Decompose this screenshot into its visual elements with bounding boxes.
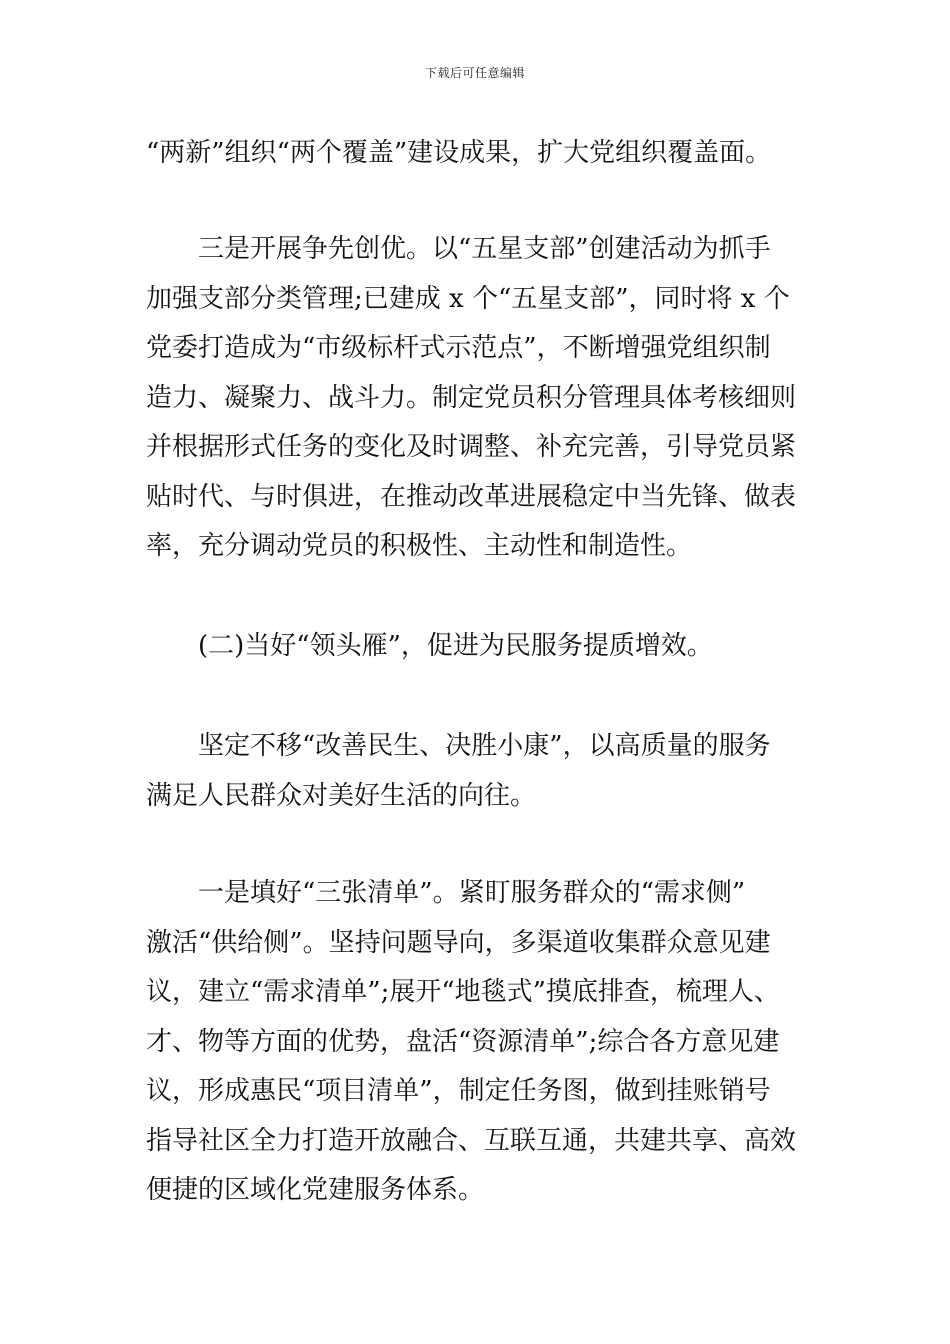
text-line: 一是填好“三张清单”。紧盯服务群众的“需求侧” [198, 878, 746, 908]
text-line: 议，形成惠民“项目清单”，制定任务图，做到挂账销号 [146, 1076, 771, 1106]
text-line: 便捷的区域化党建服务体系。 [146, 1175, 485, 1205]
text-line: (二)当好“领头雁”，促进为民服务提质增效。 [198, 631, 713, 661]
text-line: 加强支部分类管理;已建成 x 个“五星支部”，同时将 x 个 [146, 283, 790, 314]
text-line: 三是开展争先创优。以“五星支部”创建活动为抓手 [198, 234, 771, 264]
text-line: 议，建立“需求清单”;展开“地毯式”摸底排查，梳理人、 [146, 977, 780, 1007]
text-line: “两新”组织“两个覆盖”建设成果，扩大党组织覆盖面。 [146, 138, 772, 168]
text-line: 激活“供给侧”。坚持问题导向，多渠道收集群众意见建 [146, 927, 771, 958]
text-line: 满足人民群众对美好生活的向往。 [146, 780, 537, 811]
text-line: 贴时代、与时俱进，在推动改革进展稳定中当先锋、做表 [146, 481, 797, 512]
paragraph-three-excellence [146, 225, 816, 572]
header-note: 下载后可任意编辑 [424, 66, 525, 80]
section-heading [146, 622, 816, 672]
text-line: 指导社区全力打造开放融合、互联互通，共建共享、高效 [146, 1125, 797, 1156]
text-line: 率，充分调动党员的积极性、主动性和制造性。 [146, 531, 693, 561]
paragraph-three-lists [146, 869, 816, 1216]
text-line: 造力、凝聚力、战斗力。制定党员积分管理具体考核细则 [146, 382, 797, 413]
paragraph-continuation [146, 129, 816, 179]
text-line: 党委打造成为“市级标杆式示范点”，不断增强党组织制 [146, 333, 771, 363]
text-line: 并根据形式任务的变化及时调整、补充完善，引导党员紧 [146, 432, 797, 462]
text-line: 坚定不移“改善民生、决胜小康”，以高质量的服务 [198, 731, 771, 761]
paragraph-livelihood [146, 722, 816, 821]
text-line: 才、物等方面的优势，盘活“资源清单”;综合各方意见建 [146, 1026, 780, 1057]
